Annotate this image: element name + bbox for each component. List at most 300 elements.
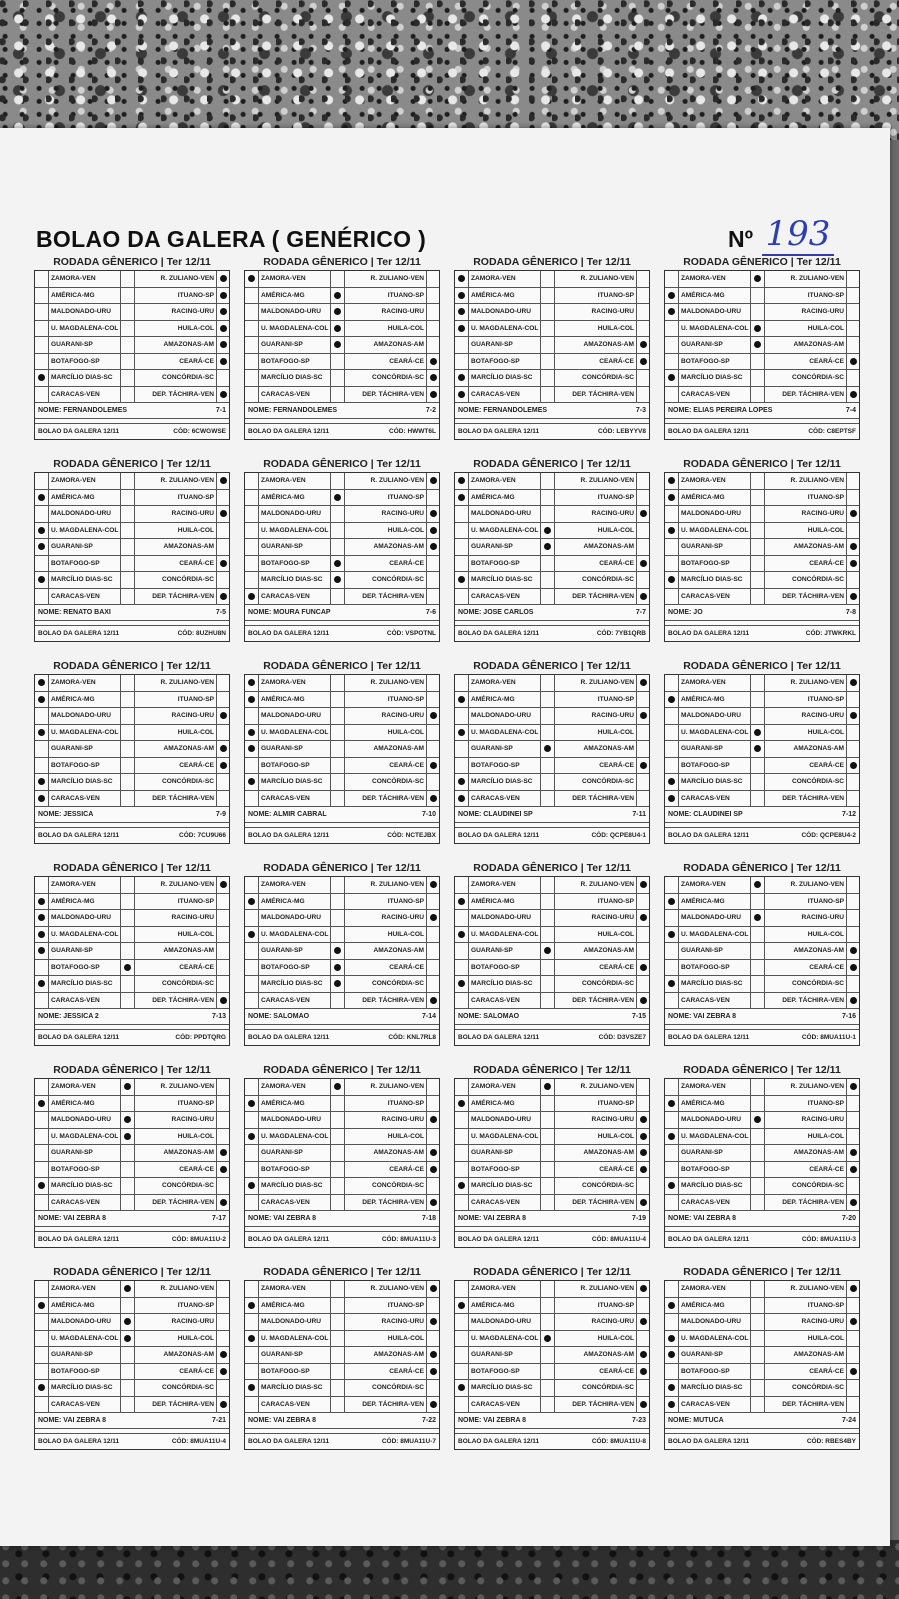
draw-box[interactable] <box>121 473 135 489</box>
draw-box[interactable] <box>331 387 345 403</box>
home-win-box[interactable] <box>455 387 469 403</box>
home-win-box[interactable] <box>35 692 49 708</box>
home-win-box[interactable] <box>455 1112 469 1128</box>
draw-box[interactable] <box>331 791 345 807</box>
away-win-box[interactable] <box>427 1347 441 1363</box>
away-win-box[interactable] <box>637 556 651 572</box>
away-win-box[interactable] <box>217 1380 231 1396</box>
home-win-box[interactable] <box>35 1314 49 1330</box>
home-win-box[interactable] <box>455 791 469 807</box>
away-win-box[interactable] <box>217 910 231 926</box>
home-win-box[interactable] <box>665 370 679 386</box>
away-win-box[interactable] <box>427 927 441 943</box>
draw-box[interactable] <box>331 943 345 959</box>
draw-box[interactable] <box>331 1397 345 1413</box>
away-win-box[interactable] <box>427 490 441 506</box>
home-win-box[interactable] <box>665 1178 679 1194</box>
home-win-box[interactable] <box>665 976 679 992</box>
away-win-box[interactable] <box>427 337 441 353</box>
draw-box[interactable] <box>331 877 345 893</box>
home-win-box[interactable] <box>665 1314 679 1330</box>
home-win-box[interactable] <box>245 1145 259 1161</box>
home-win-box[interactable] <box>455 1178 469 1194</box>
away-win-box[interactable] <box>427 473 441 489</box>
draw-box[interactable] <box>541 337 555 353</box>
home-win-box[interactable] <box>35 556 49 572</box>
home-win-box[interactable] <box>665 1195 679 1211</box>
away-win-box[interactable] <box>427 1178 441 1194</box>
away-win-box[interactable] <box>637 1145 651 1161</box>
home-win-box[interactable] <box>35 271 49 287</box>
draw-box[interactable] <box>121 774 135 790</box>
home-win-box[interactable] <box>245 1178 259 1194</box>
away-win-box[interactable] <box>847 1162 861 1178</box>
home-win-box[interactable] <box>455 1145 469 1161</box>
away-win-box[interactable] <box>847 539 861 555</box>
away-win-box[interactable] <box>427 556 441 572</box>
away-win-box[interactable] <box>847 877 861 893</box>
home-win-box[interactable] <box>245 774 259 790</box>
home-win-box[interactable] <box>455 589 469 605</box>
home-win-box[interactable] <box>455 1331 469 1347</box>
away-win-box[interactable] <box>217 993 231 1009</box>
away-win-box[interactable] <box>427 791 441 807</box>
away-win-box[interactable] <box>847 337 861 353</box>
draw-box[interactable] <box>751 960 765 976</box>
home-win-box[interactable] <box>35 1397 49 1413</box>
away-win-box[interactable] <box>637 725 651 741</box>
draw-box[interactable] <box>541 288 555 304</box>
away-win-box[interactable] <box>217 1298 231 1314</box>
draw-box[interactable] <box>331 288 345 304</box>
draw-box[interactable] <box>541 556 555 572</box>
draw-box[interactable] <box>541 572 555 588</box>
away-win-box[interactable] <box>217 589 231 605</box>
away-win-box[interactable] <box>847 1364 861 1380</box>
away-win-box[interactable] <box>847 725 861 741</box>
home-win-box[interactable] <box>35 960 49 976</box>
away-win-box[interactable] <box>217 370 231 386</box>
draw-box[interactable] <box>541 589 555 605</box>
away-win-box[interactable] <box>637 976 651 992</box>
draw-box[interactable] <box>121 387 135 403</box>
away-win-box[interactable] <box>637 1195 651 1211</box>
draw-box[interactable] <box>121 337 135 353</box>
draw-box[interactable] <box>331 490 345 506</box>
draw-box[interactable] <box>751 894 765 910</box>
draw-box[interactable] <box>751 708 765 724</box>
away-win-box[interactable] <box>847 927 861 943</box>
draw-box[interactable] <box>751 1096 765 1112</box>
home-win-box[interactable] <box>455 976 469 992</box>
home-win-box[interactable] <box>35 976 49 992</box>
away-win-box[interactable] <box>637 1079 651 1095</box>
home-win-box[interactable] <box>665 523 679 539</box>
draw-box[interactable] <box>331 354 345 370</box>
draw-box[interactable] <box>541 791 555 807</box>
away-win-box[interactable] <box>637 1314 651 1330</box>
draw-box[interactable] <box>541 774 555 790</box>
away-win-box[interactable] <box>427 1397 441 1413</box>
home-win-box[interactable] <box>665 506 679 522</box>
home-win-box[interactable] <box>455 1314 469 1330</box>
away-win-box[interactable] <box>217 271 231 287</box>
home-win-box[interactable] <box>245 387 259 403</box>
home-win-box[interactable] <box>455 490 469 506</box>
draw-box[interactable] <box>331 725 345 741</box>
home-win-box[interactable] <box>245 1162 259 1178</box>
draw-box[interactable] <box>121 1195 135 1211</box>
home-win-box[interactable] <box>665 1281 679 1297</box>
away-win-box[interactable] <box>427 960 441 976</box>
home-win-box[interactable] <box>455 692 469 708</box>
away-win-box[interactable] <box>847 1380 861 1396</box>
away-win-box[interactable] <box>637 1162 651 1178</box>
draw-box[interactable] <box>541 1347 555 1363</box>
home-win-box[interactable] <box>665 1112 679 1128</box>
draw-box[interactable] <box>751 741 765 757</box>
draw-box[interactable] <box>541 321 555 337</box>
draw-box[interactable] <box>541 1112 555 1128</box>
away-win-box[interactable] <box>427 758 441 774</box>
home-win-box[interactable] <box>455 321 469 337</box>
draw-box[interactable] <box>751 791 765 807</box>
draw-box[interactable] <box>121 490 135 506</box>
home-win-box[interactable] <box>35 1129 49 1145</box>
draw-box[interactable] <box>751 1314 765 1330</box>
draw-box[interactable] <box>331 304 345 320</box>
away-win-box[interactable] <box>427 1096 441 1112</box>
away-win-box[interactable] <box>217 943 231 959</box>
draw-box[interactable] <box>331 1347 345 1363</box>
away-win-box[interactable] <box>217 572 231 588</box>
draw-box[interactable] <box>121 894 135 910</box>
home-win-box[interactable] <box>455 354 469 370</box>
draw-box[interactable] <box>751 354 765 370</box>
draw-box[interactable] <box>121 506 135 522</box>
home-win-box[interactable] <box>665 1096 679 1112</box>
draw-box[interactable] <box>751 490 765 506</box>
away-win-box[interactable] <box>427 370 441 386</box>
draw-box[interactable] <box>751 1129 765 1145</box>
draw-box[interactable] <box>751 1380 765 1396</box>
home-win-box[interactable] <box>35 1364 49 1380</box>
home-win-box[interactable] <box>35 490 49 506</box>
away-win-box[interactable] <box>217 1314 231 1330</box>
home-win-box[interactable] <box>245 993 259 1009</box>
away-win-box[interactable] <box>637 1380 651 1396</box>
home-win-box[interactable] <box>35 1380 49 1396</box>
away-win-box[interactable] <box>847 1397 861 1413</box>
away-win-box[interactable] <box>847 321 861 337</box>
away-win-box[interactable] <box>427 1112 441 1128</box>
draw-box[interactable] <box>121 304 135 320</box>
draw-box[interactable] <box>331 1314 345 1330</box>
away-win-box[interactable] <box>427 321 441 337</box>
away-win-box[interactable] <box>637 1112 651 1128</box>
draw-box[interactable] <box>331 572 345 588</box>
draw-box[interactable] <box>331 337 345 353</box>
draw-box[interactable] <box>751 556 765 572</box>
draw-box[interactable] <box>121 354 135 370</box>
draw-box[interactable] <box>121 1397 135 1413</box>
home-win-box[interactable] <box>35 1162 49 1178</box>
away-win-box[interactable] <box>217 1145 231 1161</box>
home-win-box[interactable] <box>35 1145 49 1161</box>
away-win-box[interactable] <box>637 910 651 926</box>
home-win-box[interactable] <box>245 1112 259 1128</box>
draw-box[interactable] <box>331 1096 345 1112</box>
draw-box[interactable] <box>121 708 135 724</box>
home-win-box[interactable] <box>665 774 679 790</box>
draw-box[interactable] <box>751 1364 765 1380</box>
away-win-box[interactable] <box>427 354 441 370</box>
home-win-box[interactable] <box>245 1096 259 1112</box>
away-win-box[interactable] <box>637 741 651 757</box>
away-win-box[interactable] <box>637 1281 651 1297</box>
home-win-box[interactable] <box>455 337 469 353</box>
away-win-box[interactable] <box>637 589 651 605</box>
home-win-box[interactable] <box>245 288 259 304</box>
home-win-box[interactable] <box>245 1380 259 1396</box>
away-win-box[interactable] <box>637 321 651 337</box>
home-win-box[interactable] <box>35 1298 49 1314</box>
away-win-box[interactable] <box>217 1397 231 1413</box>
away-win-box[interactable] <box>847 506 861 522</box>
home-win-box[interactable] <box>35 387 49 403</box>
away-win-box[interactable] <box>637 774 651 790</box>
away-win-box[interactable] <box>847 1347 861 1363</box>
draw-box[interactable] <box>751 1195 765 1211</box>
draw-box[interactable] <box>331 741 345 757</box>
draw-box[interactable] <box>541 523 555 539</box>
draw-box[interactable] <box>751 523 765 539</box>
draw-box[interactable] <box>121 288 135 304</box>
home-win-box[interactable] <box>455 539 469 555</box>
away-win-box[interactable] <box>217 387 231 403</box>
away-win-box[interactable] <box>637 894 651 910</box>
draw-box[interactable] <box>121 539 135 555</box>
away-win-box[interactable] <box>217 758 231 774</box>
draw-box[interactable] <box>121 572 135 588</box>
away-win-box[interactable] <box>427 675 441 691</box>
away-win-box[interactable] <box>217 791 231 807</box>
away-win-box[interactable] <box>217 1096 231 1112</box>
away-win-box[interactable] <box>847 1195 861 1211</box>
home-win-box[interactable] <box>665 1331 679 1347</box>
away-win-box[interactable] <box>847 960 861 976</box>
away-win-box[interactable] <box>847 271 861 287</box>
away-win-box[interactable] <box>427 1129 441 1145</box>
draw-box[interactable] <box>541 943 555 959</box>
away-win-box[interactable] <box>217 556 231 572</box>
away-win-box[interactable] <box>427 506 441 522</box>
draw-box[interactable] <box>121 725 135 741</box>
home-win-box[interactable] <box>665 304 679 320</box>
away-win-box[interactable] <box>637 539 651 555</box>
home-win-box[interactable] <box>245 506 259 522</box>
draw-box[interactable] <box>541 1096 555 1112</box>
draw-box[interactable] <box>541 877 555 893</box>
draw-box[interactable] <box>121 976 135 992</box>
draw-box[interactable] <box>121 1298 135 1314</box>
away-win-box[interactable] <box>427 271 441 287</box>
home-win-box[interactable] <box>35 927 49 943</box>
away-win-box[interactable] <box>847 774 861 790</box>
home-win-box[interactable] <box>245 1331 259 1347</box>
home-win-box[interactable] <box>35 708 49 724</box>
away-win-box[interactable] <box>427 572 441 588</box>
away-win-box[interactable] <box>637 288 651 304</box>
away-win-box[interactable] <box>427 1145 441 1161</box>
home-win-box[interactable] <box>35 910 49 926</box>
draw-box[interactable] <box>121 1314 135 1330</box>
draw-box[interactable] <box>751 943 765 959</box>
away-win-box[interactable] <box>847 556 861 572</box>
away-win-box[interactable] <box>847 758 861 774</box>
draw-box[interactable] <box>121 741 135 757</box>
draw-box[interactable] <box>331 758 345 774</box>
home-win-box[interactable] <box>245 572 259 588</box>
home-win-box[interactable] <box>665 675 679 691</box>
away-win-box[interactable] <box>637 473 651 489</box>
home-win-box[interactable] <box>665 1079 679 1095</box>
draw-box[interactable] <box>751 1145 765 1161</box>
away-win-box[interactable] <box>637 1364 651 1380</box>
draw-box[interactable] <box>121 758 135 774</box>
away-win-box[interactable] <box>637 271 651 287</box>
home-win-box[interactable] <box>455 1281 469 1297</box>
away-win-box[interactable] <box>217 976 231 992</box>
home-win-box[interactable] <box>455 894 469 910</box>
home-win-box[interactable] <box>35 572 49 588</box>
home-win-box[interactable] <box>665 572 679 588</box>
draw-box[interactable] <box>331 993 345 1009</box>
away-win-box[interactable] <box>217 741 231 757</box>
home-win-box[interactable] <box>35 354 49 370</box>
draw-box[interactable] <box>751 993 765 1009</box>
home-win-box[interactable] <box>665 271 679 287</box>
home-win-box[interactable] <box>245 1314 259 1330</box>
home-win-box[interactable] <box>665 741 679 757</box>
home-win-box[interactable] <box>245 1195 259 1211</box>
away-win-box[interactable] <box>847 1096 861 1112</box>
away-win-box[interactable] <box>637 1347 651 1363</box>
draw-box[interactable] <box>121 271 135 287</box>
home-win-box[interactable] <box>245 894 259 910</box>
draw-box[interactable] <box>331 1364 345 1380</box>
draw-box[interactable] <box>751 321 765 337</box>
home-win-box[interactable] <box>35 539 49 555</box>
draw-box[interactable] <box>751 1331 765 1347</box>
draw-box[interactable] <box>751 877 765 893</box>
draw-box[interactable] <box>121 1380 135 1396</box>
draw-box[interactable] <box>121 910 135 926</box>
home-win-box[interactable] <box>665 943 679 959</box>
away-win-box[interactable] <box>427 589 441 605</box>
draw-box[interactable] <box>541 1281 555 1297</box>
away-win-box[interactable] <box>217 1112 231 1128</box>
home-win-box[interactable] <box>665 321 679 337</box>
draw-box[interactable] <box>331 1331 345 1347</box>
home-win-box[interactable] <box>35 675 49 691</box>
away-win-box[interactable] <box>427 910 441 926</box>
draw-box[interactable] <box>121 1331 135 1347</box>
home-win-box[interactable] <box>455 708 469 724</box>
draw-box[interactable] <box>541 1145 555 1161</box>
home-win-box[interactable] <box>665 354 679 370</box>
home-win-box[interactable] <box>35 1195 49 1211</box>
draw-box[interactable] <box>541 1162 555 1178</box>
away-win-box[interactable] <box>847 1079 861 1095</box>
away-win-box[interactable] <box>637 572 651 588</box>
home-win-box[interactable] <box>245 960 259 976</box>
draw-box[interactable] <box>751 910 765 926</box>
home-win-box[interactable] <box>665 1364 679 1380</box>
away-win-box[interactable] <box>427 1298 441 1314</box>
home-win-box[interactable] <box>35 1096 49 1112</box>
draw-box[interactable] <box>541 1314 555 1330</box>
draw-box[interactable] <box>121 1281 135 1297</box>
draw-box[interactable] <box>541 539 555 555</box>
home-win-box[interactable] <box>665 993 679 1009</box>
home-win-box[interactable] <box>245 943 259 959</box>
away-win-box[interactable] <box>217 506 231 522</box>
draw-box[interactable] <box>331 1380 345 1396</box>
away-win-box[interactable] <box>427 1364 441 1380</box>
home-win-box[interactable] <box>245 1397 259 1413</box>
draw-box[interactable] <box>331 774 345 790</box>
draw-box[interactable] <box>121 877 135 893</box>
away-win-box[interactable] <box>217 304 231 320</box>
home-win-box[interactable] <box>665 539 679 555</box>
home-win-box[interactable] <box>35 589 49 605</box>
away-win-box[interactable] <box>637 490 651 506</box>
home-win-box[interactable] <box>245 927 259 943</box>
draw-box[interactable] <box>331 1079 345 1095</box>
away-win-box[interactable] <box>637 387 651 403</box>
draw-box[interactable] <box>541 758 555 774</box>
draw-box[interactable] <box>751 1079 765 1095</box>
away-win-box[interactable] <box>637 506 651 522</box>
draw-box[interactable] <box>751 774 765 790</box>
home-win-box[interactable] <box>455 572 469 588</box>
draw-box[interactable] <box>541 976 555 992</box>
home-win-box[interactable] <box>665 589 679 605</box>
away-win-box[interactable] <box>217 708 231 724</box>
home-win-box[interactable] <box>665 1397 679 1413</box>
away-win-box[interactable] <box>427 1195 441 1211</box>
away-win-box[interactable] <box>217 1178 231 1194</box>
home-win-box[interactable] <box>35 288 49 304</box>
home-win-box[interactable] <box>665 927 679 943</box>
away-win-box[interactable] <box>847 1145 861 1161</box>
home-win-box[interactable] <box>455 1364 469 1380</box>
home-win-box[interactable] <box>455 741 469 757</box>
draw-box[interactable] <box>751 1112 765 1128</box>
home-win-box[interactable] <box>35 774 49 790</box>
home-win-box[interactable] <box>35 741 49 757</box>
home-win-box[interactable] <box>35 725 49 741</box>
home-win-box[interactable] <box>35 523 49 539</box>
draw-box[interactable] <box>751 473 765 489</box>
away-win-box[interactable] <box>427 692 441 708</box>
away-win-box[interactable] <box>847 1281 861 1297</box>
home-win-box[interactable] <box>245 539 259 555</box>
away-win-box[interactable] <box>847 387 861 403</box>
home-win-box[interactable] <box>455 271 469 287</box>
away-win-box[interactable] <box>637 791 651 807</box>
